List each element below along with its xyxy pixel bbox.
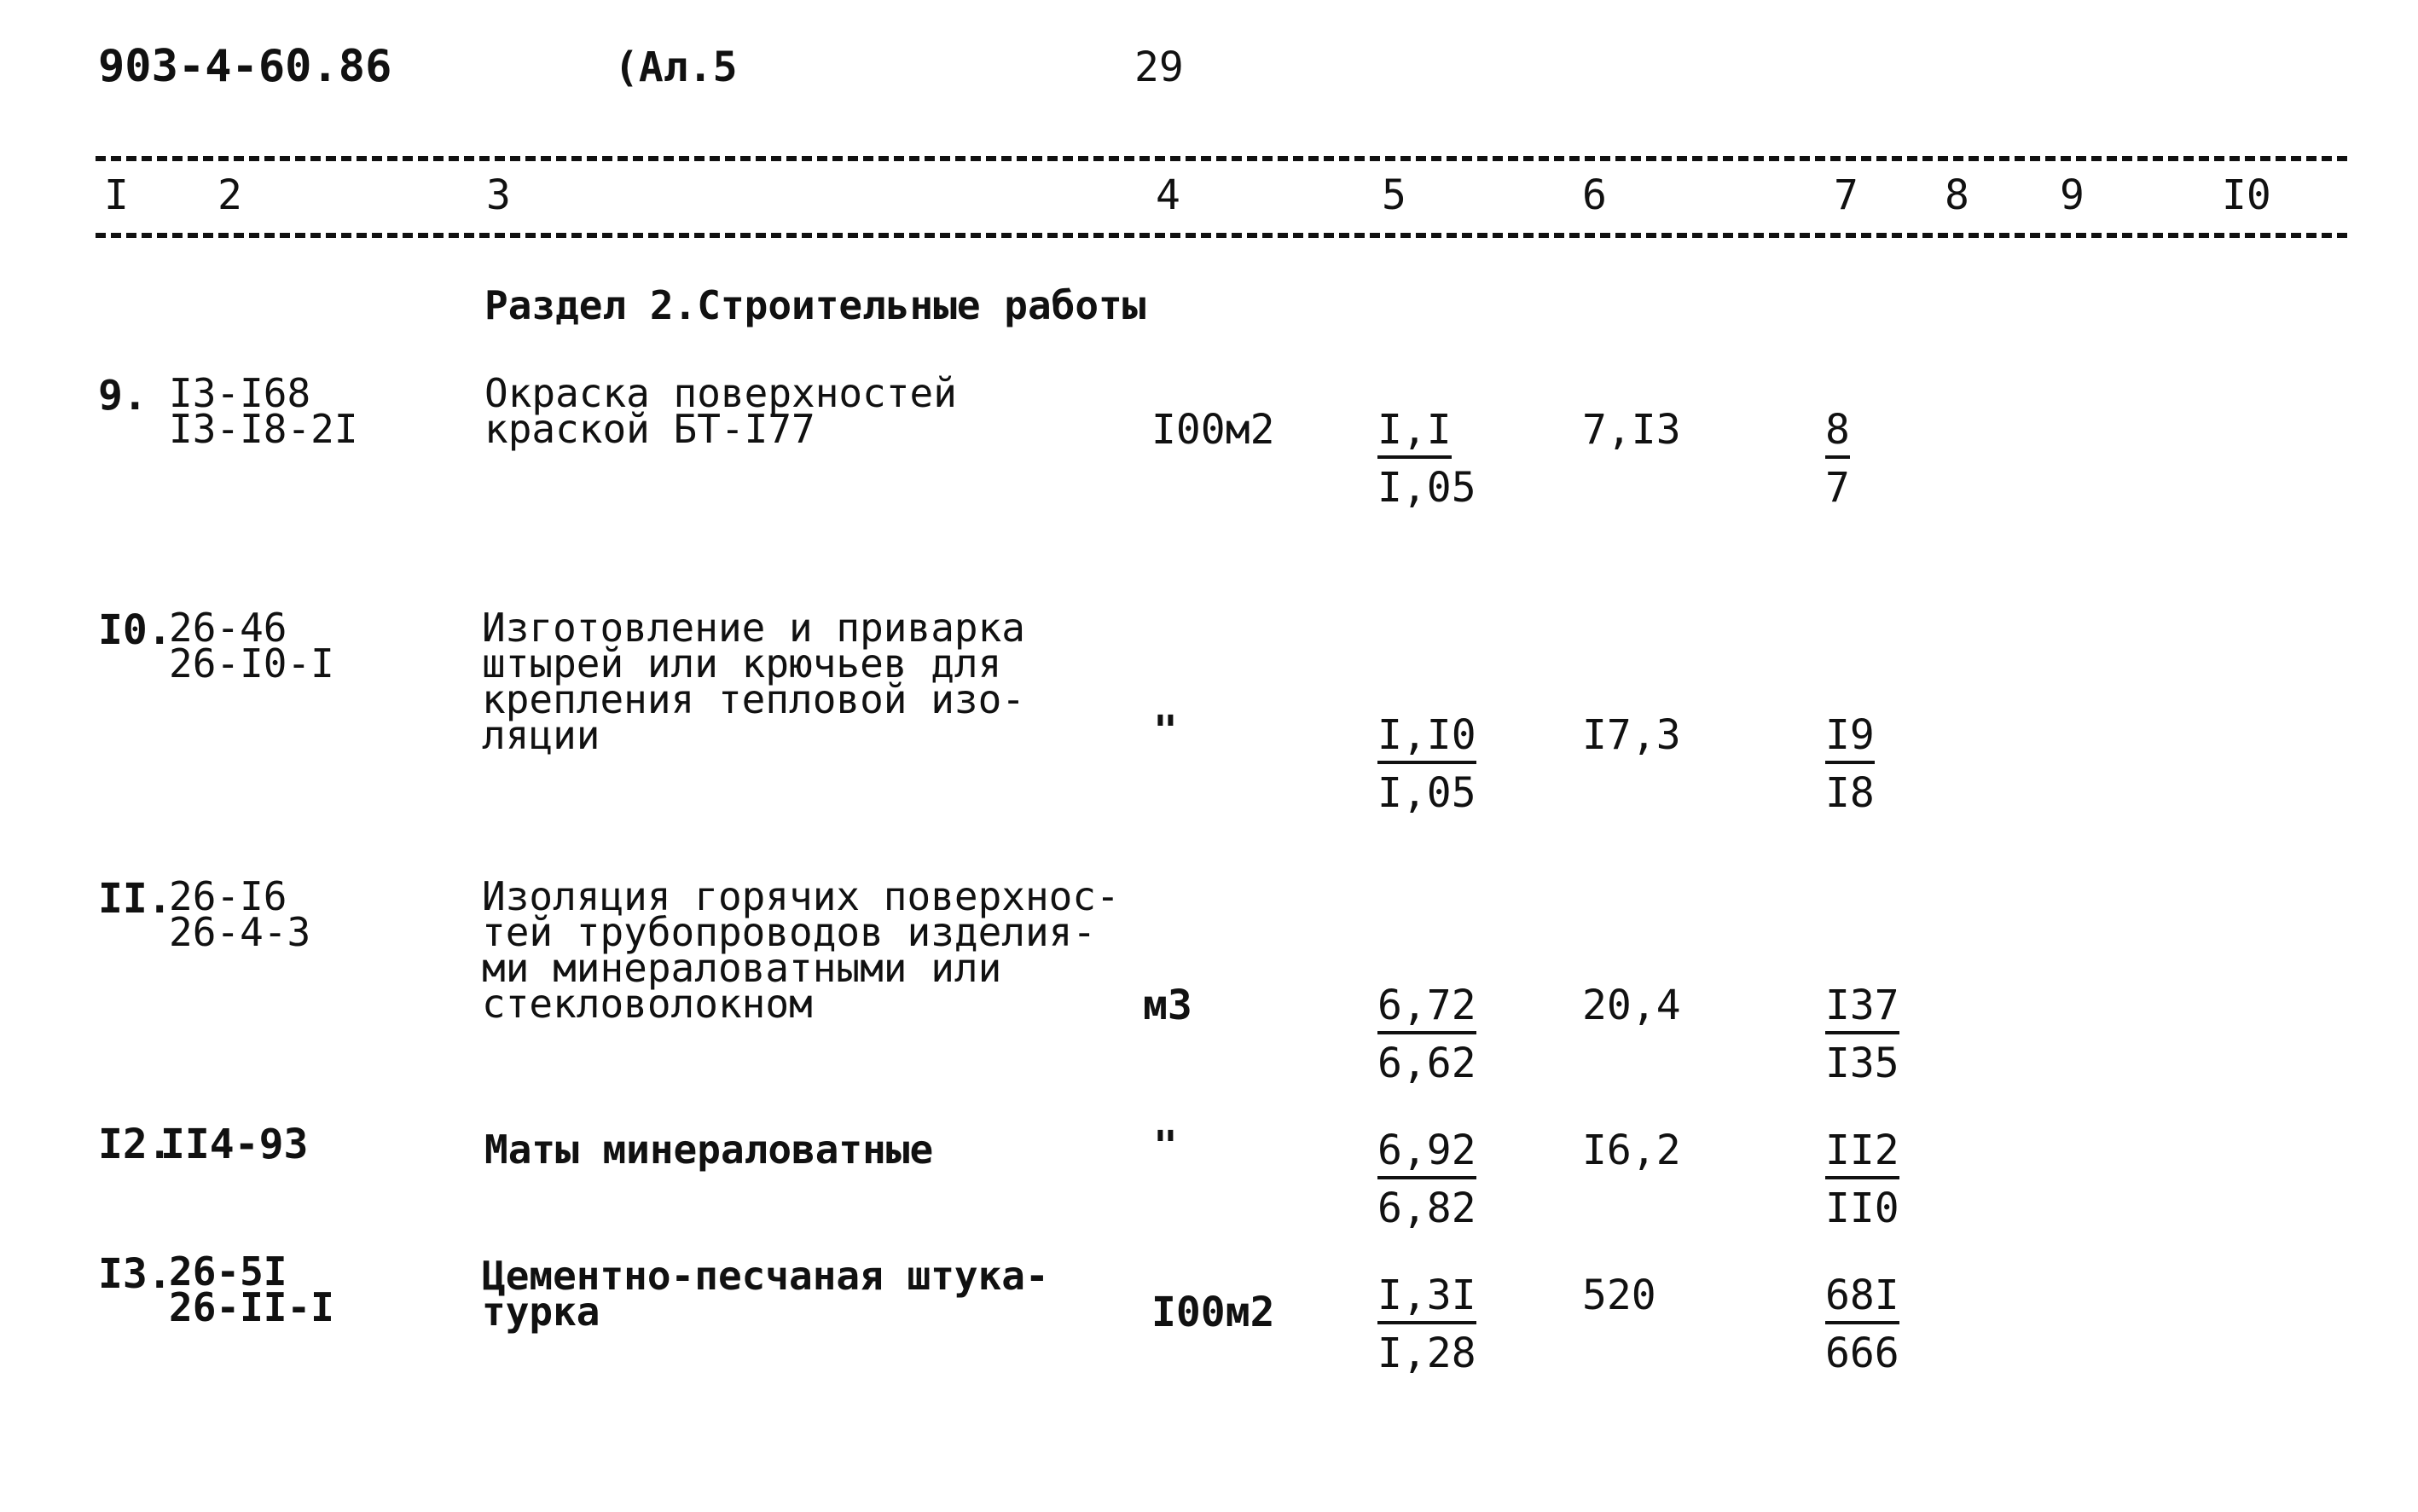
column-header-4: 4 xyxy=(1156,171,1180,219)
column-header-9: 9 xyxy=(2060,171,2085,219)
row-unit: м3 xyxy=(1143,982,1192,1029)
row-unit: " xyxy=(1153,1122,1178,1170)
document-code: 903-4-60.86 xyxy=(98,41,392,92)
row-col7-numerator: I37 xyxy=(1825,985,1899,1034)
row-code: I3-I68 I3-I8-2I xyxy=(169,370,358,452)
row-code: 26-46 26-I0-I xyxy=(169,605,334,686)
row-unit: I00м2 xyxy=(1151,1289,1275,1336)
column-header-5: 5 xyxy=(1382,171,1406,219)
row-col5-denominator: 6,82 xyxy=(1377,1185,1476,1232)
row-col5-fraction xyxy=(1377,982,1522,1087)
row-col6: I6,2 xyxy=(1582,1127,1681,1174)
section-title: Раздел 2.Строительные работы xyxy=(484,282,1146,328)
row-col7-fraction xyxy=(1825,1272,1970,1377)
row-number: I0. xyxy=(98,606,172,654)
row-col5-denominator: I,05 xyxy=(1377,464,1476,512)
row-description: Изоляция горячих поверхнос- тей трубопроводов изделия- ми минераловатными или стекловолокном xyxy=(482,873,1120,1027)
row-col5-denominator: 6,62 xyxy=(1377,1040,1476,1087)
row-code: II4-93 xyxy=(160,1121,309,1168)
column-header-2: 2 xyxy=(217,171,242,219)
header-top-rule xyxy=(96,156,2347,161)
row-col5-fraction xyxy=(1377,1127,1522,1232)
page-number: 29 xyxy=(1134,43,1184,91)
row-col5-numerator: I,I xyxy=(1377,409,1452,459)
row-col5-numerator: 6,72 xyxy=(1377,985,1476,1034)
row-col5-numerator: I,3I xyxy=(1377,1275,1476,1324)
row-number: 9. xyxy=(98,372,148,420)
album-reference: (Ал.5 xyxy=(614,43,738,91)
row-col7-numerator: 68I xyxy=(1825,1275,1899,1324)
row-col7-fraction xyxy=(1825,406,1970,512)
row-unit: " xyxy=(1153,707,1178,755)
column-header-1: I xyxy=(104,171,129,219)
column-header-3: 3 xyxy=(486,171,511,219)
row-code: 26-I6 26-4-3 xyxy=(169,873,311,955)
row-col6: I7,3 xyxy=(1582,711,1681,759)
row-col6: 7,I3 xyxy=(1582,406,1681,454)
row-col7-denominator: I35 xyxy=(1825,1040,1899,1087)
column-header-6: 6 xyxy=(1582,171,1607,219)
row-description: Маты минераловатные xyxy=(484,1127,934,1173)
row-col7-numerator: II2 xyxy=(1825,1130,1899,1179)
row-description: Цементно-песчаная штука- турка xyxy=(482,1253,1049,1335)
row-number: II. xyxy=(98,875,172,923)
row-description: Изготовление и приварка штырей или крючьев для крепления тепловой изо- ляции xyxy=(482,605,1025,758)
header-bottom-rule xyxy=(96,233,2347,238)
row-col7-denominator: 666 xyxy=(1825,1330,1899,1377)
column-header-7: 7 xyxy=(1834,171,1858,219)
row-col5-numerator: 6,92 xyxy=(1377,1130,1476,1179)
row-number: I3. xyxy=(98,1250,172,1298)
row-col7-numerator: 8 xyxy=(1825,409,1850,459)
row-col7-fraction xyxy=(1825,1127,1970,1232)
row-col6: 520 xyxy=(1582,1272,1656,1319)
row-col5-numerator: I,I0 xyxy=(1377,715,1476,764)
row-col5-fraction xyxy=(1377,406,1522,512)
row-col7-numerator: I9 xyxy=(1825,715,1875,764)
row-col7-denominator: II0 xyxy=(1825,1185,1899,1232)
row-col7-fraction xyxy=(1825,711,1970,817)
row-col5-denominator: I,28 xyxy=(1377,1330,1476,1377)
row-description: Окраска поверхностей краской БТ-I77 xyxy=(484,370,957,452)
row-col7-fraction xyxy=(1825,982,1970,1087)
row-unit: I00м2 xyxy=(1151,406,1275,454)
row-col5-fraction xyxy=(1377,1272,1522,1377)
column-header-8: 8 xyxy=(1945,171,1969,219)
column-header-10: I0 xyxy=(2222,171,2271,219)
row-code: 26-5I 26-II-I xyxy=(169,1248,334,1330)
row-col6: 20,4 xyxy=(1582,982,1681,1029)
row-col7-denominator: 7 xyxy=(1825,464,1850,512)
row-col5-fraction xyxy=(1377,711,1522,817)
row-number: I2. xyxy=(98,1121,172,1168)
row-col7-denominator: I8 xyxy=(1825,769,1875,817)
row-col5-denominator: I,05 xyxy=(1377,769,1476,817)
